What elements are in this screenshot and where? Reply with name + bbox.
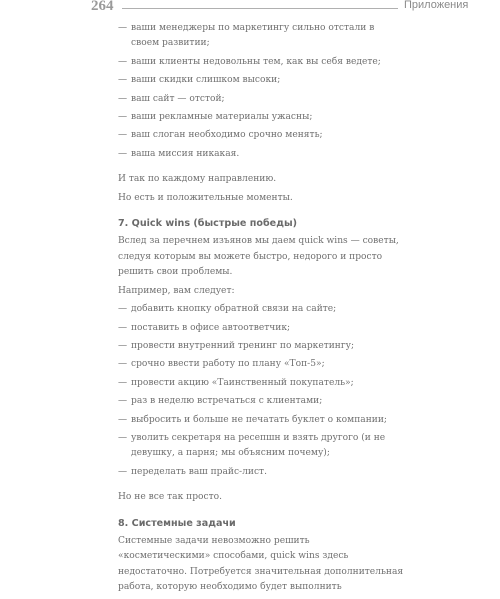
dash-marker: — bbox=[118, 23, 128, 33]
list-item-text: ваши клиенты недовольны тем, как вы себя ведете; bbox=[131, 56, 381, 67]
list-item bbox=[118, 431, 404, 462]
list-item bbox=[118, 73, 404, 88]
paragraph: Например, вам следует: bbox=[118, 285, 235, 296]
dash-marker: — bbox=[118, 322, 128, 333]
page-header bbox=[0, 0, 500, 16]
dash-marker: — bbox=[118, 93, 128, 104]
dash-marker: — bbox=[118, 130, 128, 141]
list-item bbox=[118, 128, 404, 143]
list-item-text: поставить в офисе автоответчик; bbox=[131, 322, 291, 333]
list-item-text: ваш сайт — отстой; bbox=[131, 93, 225, 104]
paragraph: Но есть и положительные моменты. bbox=[118, 192, 293, 203]
list-item bbox=[118, 376, 404, 391]
list-item bbox=[118, 394, 404, 409]
list-item-text: уволить секретаря на ресепшн и взять другого (и не девушку, а парня; мы объясним почему); bbox=[131, 432, 386, 459]
spacer bbox=[118, 209, 404, 216]
list-item bbox=[118, 92, 404, 107]
page-content bbox=[118, 21, 404, 599]
list-item-text: ваши рекламные материалы ужасны; bbox=[131, 112, 313, 123]
dash-marker: — bbox=[118, 414, 128, 425]
list-item bbox=[118, 147, 404, 162]
dash-marker: — bbox=[118, 148, 128, 159]
header-rule bbox=[122, 8, 398, 9]
list-item-text: ваши менеджеры по маркетингу сильно отстали в своем развитии; bbox=[131, 23, 375, 49]
list-item bbox=[118, 339, 404, 354]
dash-marker: — bbox=[118, 377, 128, 388]
dash-marker: — bbox=[118, 56, 128, 67]
list-item bbox=[118, 357, 404, 372]
list-item-text: выбросить и больше не печатать буклет о компании; bbox=[131, 414, 387, 425]
dash-marker: — bbox=[118, 432, 128, 443]
list-item bbox=[118, 21, 404, 52]
dash-marker: — bbox=[118, 75, 128, 86]
running-title: Приложения bbox=[404, 0, 469, 11]
problems-list bbox=[118, 21, 404, 162]
list-item-text: срочно ввести работу по плану «Топ-5»; bbox=[131, 359, 325, 370]
dash-marker: — bbox=[118, 396, 128, 407]
list-item-text: провести акцию «Таинственный покупатель»; bbox=[131, 377, 354, 388]
paragraph: Системные задачи невозможно решить «косметическими» способами, quick wins здесь недостаточно. Потребуется значительная дополнительная работа, которую необходимо будет выполнить bbox=[118, 535, 404, 593]
list-item bbox=[118, 55, 404, 70]
spacer bbox=[118, 483, 404, 490]
dash-marker: — bbox=[118, 359, 128, 370]
page-number: 264 bbox=[91, 0, 114, 14]
list-item-text: ваши скидки слишком высоки; bbox=[131, 75, 281, 86]
list-item bbox=[118, 302, 404, 317]
dash-marker: — bbox=[118, 466, 128, 477]
list-item-text: ваш слоган необходимо срочно менять; bbox=[131, 130, 323, 141]
section-heading: 8. Системные задачи bbox=[118, 517, 236, 529]
paragraph: Но не все так просто. bbox=[118, 492, 222, 503]
dash-marker: — bbox=[118, 340, 128, 351]
list-item-text: провести внутренний тренинг по маркетингу; bbox=[131, 340, 355, 351]
list-item bbox=[118, 321, 404, 336]
paragraph: Вслед за перечнем изъянов мы даем quick wins — советы, следуя которым вы можете быстро, недорого и просто решить свои проблемы. bbox=[118, 236, 399, 278]
list-item-text: раз в неделю встречаться с клиентами; bbox=[131, 396, 323, 407]
list-item-text: ваша миссия никакая. bbox=[131, 148, 240, 159]
paragraph: И так по каждому направлению. bbox=[118, 174, 277, 185]
list-item bbox=[118, 110, 404, 125]
list-item bbox=[118, 465, 404, 480]
section-heading: 7. Quick wins (быстрые победы) bbox=[118, 218, 298, 230]
dash-marker: — bbox=[118, 304, 128, 315]
dash-marker: — bbox=[118, 112, 128, 123]
list-item bbox=[118, 413, 404, 428]
spacer bbox=[118, 165, 404, 172]
spacer bbox=[118, 509, 404, 516]
list-item-text: переделать ваш прайс-лист. bbox=[131, 466, 267, 477]
quick-wins-list bbox=[118, 302, 404, 480]
list-item-text: добавить кнопку обратной связи на сайте; bbox=[131, 304, 337, 315]
